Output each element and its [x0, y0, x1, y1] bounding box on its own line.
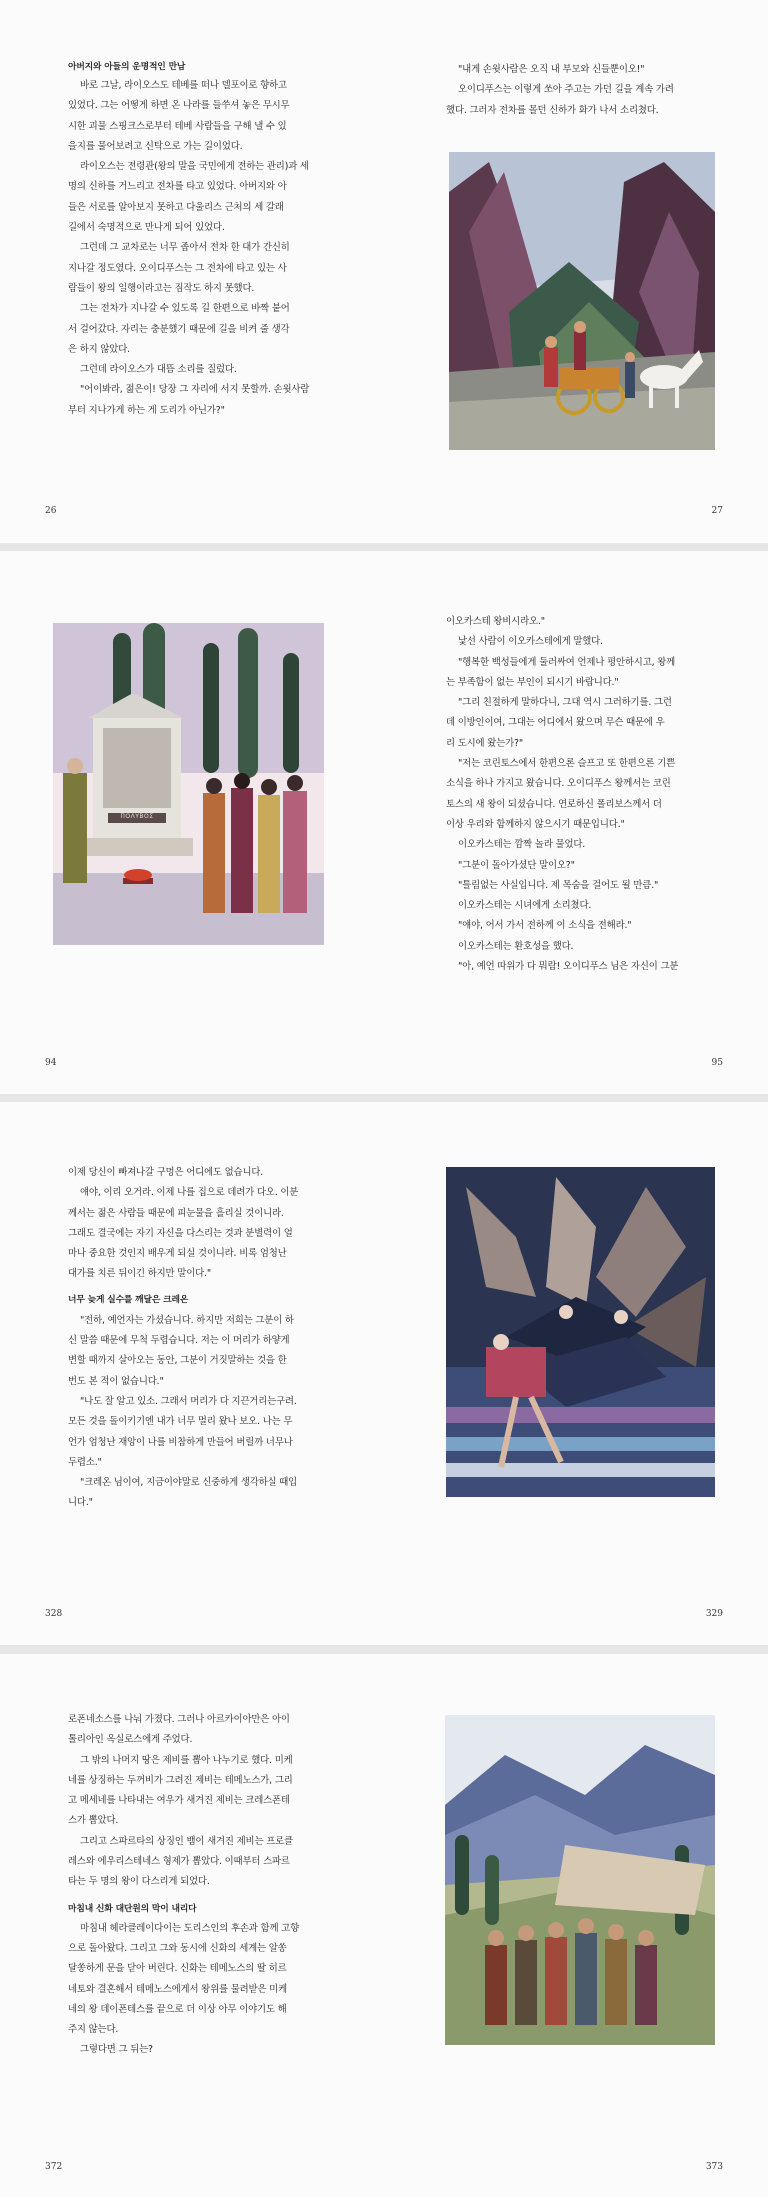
text-line: 얘야, 이리 오거라. 이제 나를 집으로 데려가 다오. 이분 [80, 1187, 299, 1199]
page-number-left: 26 [45, 506, 57, 516]
text-line: 토스의 새 왕이 되셨습니다. 연로하신 폴리보스께서 더 [446, 798, 662, 810]
text-line: 을지를 물어보려고 신탁으로 가는 길이었다. [68, 140, 243, 152]
text-line: "그리 친절하게 말하다니, 그대 역시 그러하기를. 그런 [458, 697, 672, 709]
body-lines [446, 60, 746, 121]
text-line: 이오카스테 왕비시라오." [446, 616, 545, 627]
text-line: 주지 않는다. [68, 2024, 119, 2036]
spread-372-373 [0, 1654, 768, 2197]
text-line: 변할 때까지 살아오는 동안, 그분이 거짓말하는 것을 한 [68, 1355, 287, 1367]
text-line: "어이봐라, 젊은이! 당장 그 자리에 서지 못할까. 손윗사람 [80, 384, 310, 396]
spread-328-329 [0, 1102, 768, 1645]
text-line: 톨리아인 옥실로스에게 주었다. [68, 1734, 193, 1746]
text-line: 오이디푸스는 이렇게 쏘아 주고는 가던 길을 계속 가려 [458, 84, 674, 96]
spread-26-27 [0, 0, 768, 543]
spread-94-95 [0, 551, 768, 1094]
text-line: 모든 것을 돌이키기엔 내가 너무 멀리 왔나 보오. 나는 무 [68, 1416, 293, 1428]
text-line: 스가 뽑았다. [68, 1815, 119, 1827]
text-line: 번도 본 적이 없습니다." [68, 1375, 164, 1387]
text-line: 시한 괴물 스핑크스로부터 테베 사람들을 구해 낼 수 있 [68, 120, 287, 132]
section-heading: 너무 늦게 실수를 깨달은 크레온 [68, 1294, 189, 1305]
text-line: 라이오스는 전령관(왕의 말을 국민에게 전하는 관리)과 세 [80, 161, 309, 173]
text-line: 타는 두 명의 왕이 다스리게 되었다. [68, 1876, 210, 1888]
page-number-right: 95 [711, 1058, 723, 1068]
text-line: "얘야, 어서 가서 전하께 이 소식을 전해라." [458, 920, 632, 932]
page-number-right: 27 [711, 506, 723, 516]
text-line: "저는 코린토스에서 한편으론 슬프고 또 한편으론 기쁜 [458, 758, 676, 770]
text-line: 두렵소." [68, 1456, 102, 1468]
text-line: "전하, 예언자는 가셨습니다. 하지만 저희는 그분이 하 [80, 1314, 294, 1326]
text-line: 낯선 사람이 이오카스테에게 말했다. [458, 636, 603, 648]
text-line: 그 밖의 나머지 땅은 제비를 뽑아 나누기로 했다. 미케 [80, 1754, 293, 1766]
section-heading: 마침내 신화 대단원의 막이 내리다 [68, 1903, 197, 1914]
text-line: 데 이방인이여, 그대는 어디에서 왔으며 무슨 때문에 우 [446, 717, 665, 729]
body-lines [446, 612, 746, 977]
text-line: 그리고 스파르타의 상징인 뱀이 새겨진 제비는 프로클 [80, 1835, 293, 1847]
text-column-page-328 [68, 1163, 368, 1514]
text-line: "아, 예언 따위가 다 뭐람! 오이디푸스 님은 자신이 그분 [458, 961, 679, 973]
text-line: 서 걸어갔다. 자리는 충분했기 때문에 길을 비켜 줄 생각 [68, 323, 290, 335]
body-lines [68, 1710, 368, 1893]
text-line: 리 도시에 왔는가?" [446, 737, 523, 749]
text-line: "행복한 백성들에게 둘러싸여 언제나 평안하시고, 왕께 [458, 656, 676, 668]
text-line: 그렇다면 그 뒤는? [80, 2044, 153, 2056]
page-number-right: 329 [705, 1609, 723, 1619]
illustration-chariot-crossroads [449, 152, 715, 450]
text-column-page-27 [446, 60, 746, 121]
page-number-left: 328 [45, 1609, 63, 1619]
text-line: "나도 잘 알고 있소. 그래서 머리가 다 지끈거리는구려. [80, 1395, 297, 1407]
illustration-winged-spirits [446, 1167, 715, 1497]
text-line: 이오카스테는 시녀에게 소리쳤다. [458, 900, 592, 912]
text-line: 했다. 그러자 전차를 몰던 신하가 화가 나서 소리쳤다. [446, 104, 659, 116]
shrine-inscription: ΠΟΛΥΒΟΣ [120, 813, 154, 820]
text-line: 고 메세네를 나타내는 여우가 새겨진 제비는 크레스폰테 [68, 1795, 290, 1807]
page-number-right: 373 [705, 2162, 723, 2172]
text-line: 명의 신하를 거느리고 전차를 타고 있었다. 아버지와 아 [68, 181, 287, 193]
text-column-page-95 [446, 612, 746, 977]
text-line: 소식을 하나 가지고 왔습니다. 오이디푸스 왕께서는 코린 [446, 778, 671, 790]
text-line: 길에서 숙명적으로 만나게 되어 있었다. [68, 222, 225, 234]
text-line: 네를 상징하는 두꺼비가 그려진 제비는 테메노스가, 그리 [68, 1774, 293, 1786]
text-line: 달쏭하게 문을 닫아 버린다. 신화는 테메노스의 딸 히르 [68, 1963, 287, 1975]
text-line: 이상 우리와 함께하지 않으시기 때문입니다." [446, 818, 625, 830]
text-line: "틀림없는 사실입니다. 제 목숨을 걸어도 될 만큼." [458, 879, 659, 891]
text-line: 대가를 치른 뒤이긴 하지만 말이다." [68, 1268, 212, 1280]
text-line: 신 말씀 때문에 무척 두렵습니다. 저는 이 머리가 하얗게 [68, 1335, 290, 1347]
body-lines [68, 1311, 368, 1514]
text-line: 그런데 그 교차로는 너무 좁아서 전차 한 대가 간신히 [80, 242, 290, 254]
text-line: 니다." [68, 1497, 93, 1509]
illustration-army-procession [445, 1715, 715, 2045]
text-line: 마침내 헤라클레이다이는 도리스인의 후손과 함께 고향 [80, 1922, 299, 1934]
page-number-left: 372 [45, 2162, 63, 2172]
text-column-page-372 [68, 1710, 368, 2061]
text-line: "크레온 님이여, 지금이야말로 신중하게 생각하실 때입 [80, 1477, 298, 1489]
text-line: 네의 왕 데이폰테스를 끝으로 더 이상 아무 이야기도 해 [68, 2003, 287, 2015]
text-line: 지나갈 정도였다. 오이디푸스는 그 전차에 타고 있는 사 [68, 262, 287, 274]
illustration-shrine-polybos [53, 623, 324, 945]
text-line: 바로 그날, 라이오스도 테베를 떠나 델포이로 향하고 [80, 80, 287, 91]
text-line: 언가 엄청난 재앙이 나를 비참하게 만들어 버릴까 너무나 [68, 1436, 293, 1448]
text-column-page-26 [68, 60, 368, 421]
text-line: 이오카스테는 깜짝 놀라 물었다. [458, 839, 586, 851]
page-number-left: 94 [45, 1058, 57, 1068]
text-line: 레스와 에우리스테네스 형제가 뽑았다. 이때부터 스파르 [68, 1856, 290, 1868]
body-lines [68, 1919, 368, 2061]
text-line: 으로 돌아왔다. 그리고 그와 동시에 신화의 세계는 알쏭 [68, 1942, 287, 1954]
text-line: 부터 지나가게 하는 게 도리가 아닌가?" [68, 404, 225, 416]
text-line: 은 하지 않았다. [68, 343, 130, 355]
text-line: 네토와 결혼해서 테메노스에게서 왕위를 물려받은 미케 [68, 1983, 287, 1995]
text-line: 이제 당신이 빠져나갈 구멍은 어디에도 없습니다. [68, 1167, 264, 1178]
text-line: 마나 중요한 것인지 배우게 되실 것이니라. 비록 엄청난 [68, 1248, 287, 1260]
body-lines [68, 76, 368, 421]
text-line: 있었다. 그는 어떻게 하면 온 나라를 들쑤셔 놓은 무시무 [68, 100, 290, 112]
text-line: 그는 전차가 지나갈 수 있도록 길 한편으로 바짝 붙어 [80, 303, 290, 315]
text-line: 로폰네소스를 나눠 가졌다. 그러나 아르카이아만은 아이 [68, 1714, 290, 1725]
text-line: 들은 서로를 알아보지 못하고 다울리스 근처의 세 갈래 [68, 201, 284, 213]
text-line: 께서는 젊은 사람들 때문에 피눈물을 흘리실 것이니라. [68, 1207, 284, 1219]
text-line: 그런데 라이오스가 대뜸 소리를 질렀다. [80, 364, 237, 376]
text-line: 이오카스테는 환호성을 했다. [458, 940, 574, 952]
text-line: 는 부족함이 없는 부인이 되시기 바랍니다." [446, 676, 619, 688]
text-line: 람들이 왕의 일행이라고는 짐작도 하지 못했다. [68, 282, 255, 294]
body-lines [68, 1163, 368, 1285]
text-line: "내게 손윗사람은 오직 내 부모와 신들뿐이오!" [458, 64, 645, 75]
text-line: 그래도 결국에는 자기 자신을 다스리는 것과 분별력이 얼 [68, 1227, 293, 1239]
section-heading: 아버지와 아들의 운명적인 만남 [68, 62, 186, 72]
text-line: "그분이 돌아가셨단 말이오?" [458, 859, 575, 871]
